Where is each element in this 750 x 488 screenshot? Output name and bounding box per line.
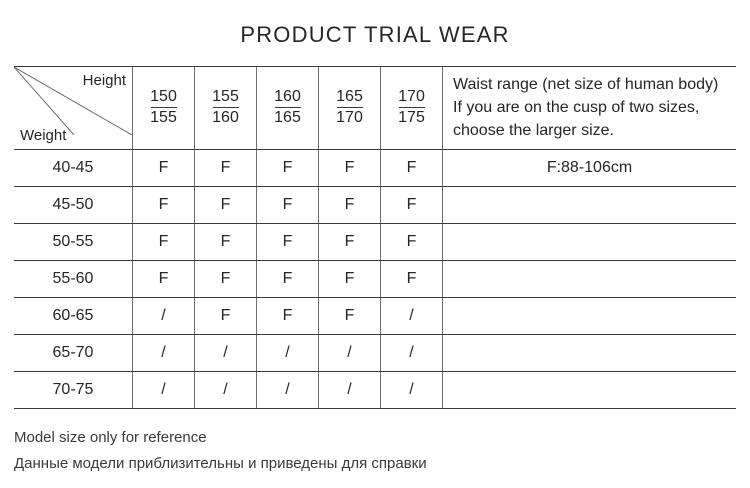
note-line: If you are on the cusp of two sizes, <box>453 99 700 117</box>
weight-label: 65-70 <box>14 334 133 371</box>
size-cell: F <box>133 186 195 223</box>
height-to: 175 <box>381 108 442 127</box>
height-column-header <box>381 67 443 149</box>
note-line: Waist range (net size of human body) <box>453 76 719 93</box>
waist-empty-cell <box>443 371 737 408</box>
size-cell: F <box>381 149 443 186</box>
size-cell: F <box>381 186 443 223</box>
table-row <box>14 334 736 371</box>
waist-value: F:88-106cm <box>443 149 737 186</box>
weight-label: 60-65 <box>14 297 133 334</box>
size-cell: F <box>195 297 257 334</box>
table-row <box>14 371 736 408</box>
size-cell: / <box>195 334 257 371</box>
size-cell: F <box>195 223 257 260</box>
size-cell: F <box>133 260 195 297</box>
size-cell: F <box>319 186 381 223</box>
waist-empty-cell <box>443 223 737 260</box>
height-column-header <box>319 67 381 149</box>
size-cell: F <box>195 149 257 186</box>
table-row <box>14 186 736 223</box>
size-cell: F <box>319 223 381 260</box>
height-from: 160 <box>274 87 301 105</box>
size-cell: / <box>381 371 443 408</box>
height-from: 155 <box>212 87 239 105</box>
size-cell: / <box>133 297 195 334</box>
height-column-header <box>195 67 257 149</box>
size-cell: / <box>381 297 443 334</box>
size-cell: F <box>319 260 381 297</box>
header-label-weight: Weight <box>20 126 67 144</box>
height-to: 170 <box>319 108 380 127</box>
waist-empty-cell <box>443 186 737 223</box>
table-row <box>14 149 736 186</box>
size-cell: F <box>381 223 443 260</box>
weight-label: 45-50 <box>14 186 133 223</box>
size-cell: F <box>257 297 319 334</box>
footer-notes <box>14 409 736 478</box>
size-cell: F <box>257 223 319 260</box>
height-from: 170 <box>398 87 425 105</box>
height-column-header <box>133 67 195 149</box>
page-title: PRODUCT TRIAL WEAR <box>240 22 510 47</box>
height-to: 160 <box>195 108 256 127</box>
size-cell: F <box>257 186 319 223</box>
footer-note-en: Model size only for reference <box>14 428 207 446</box>
height-column-header <box>257 67 319 149</box>
height-to: 155 <box>133 108 194 127</box>
footer-note-ru: Данные модели приблизительны и приведены для справки <box>14 454 427 472</box>
weight-label: 55-60 <box>14 260 133 297</box>
note-line: choose the larger size. <box>453 122 614 140</box>
size-cell: F <box>257 149 319 186</box>
size-table-container <box>14 66 736 409</box>
height-from: 150 <box>150 87 177 105</box>
size-table <box>14 67 736 408</box>
size-cell: / <box>257 334 319 371</box>
table-header-row <box>14 67 736 149</box>
height-from: 165 <box>336 87 363 105</box>
size-cell: F <box>195 186 257 223</box>
table-row <box>14 297 736 334</box>
size-cell: F <box>195 260 257 297</box>
weight-label: 70-75 <box>14 371 133 408</box>
size-cell: / <box>319 371 381 408</box>
height-to: 165 <box>257 108 318 127</box>
size-cell: / <box>257 371 319 408</box>
size-cell: F <box>319 149 381 186</box>
size-cell: / <box>133 371 195 408</box>
size-cell: F <box>133 149 195 186</box>
table-row <box>14 260 736 297</box>
table-row <box>14 223 736 260</box>
size-cell: / <box>195 371 257 408</box>
header-label-height: Height <box>82 72 126 89</box>
waist-empty-cell <box>443 260 737 297</box>
waist-range-note <box>443 67 737 149</box>
weight-label: 40-45 <box>14 149 133 186</box>
size-cell: / <box>381 334 443 371</box>
size-cell: / <box>319 334 381 371</box>
weight-label: 50-55 <box>14 223 133 260</box>
waist-empty-cell <box>443 297 737 334</box>
size-cell: F <box>319 297 381 334</box>
size-cell: F <box>133 223 195 260</box>
waist-empty-cell <box>443 334 737 371</box>
corner-header-cell <box>14 67 133 149</box>
size-cell: F <box>257 260 319 297</box>
size-cell: F <box>381 260 443 297</box>
size-cell: / <box>133 334 195 371</box>
